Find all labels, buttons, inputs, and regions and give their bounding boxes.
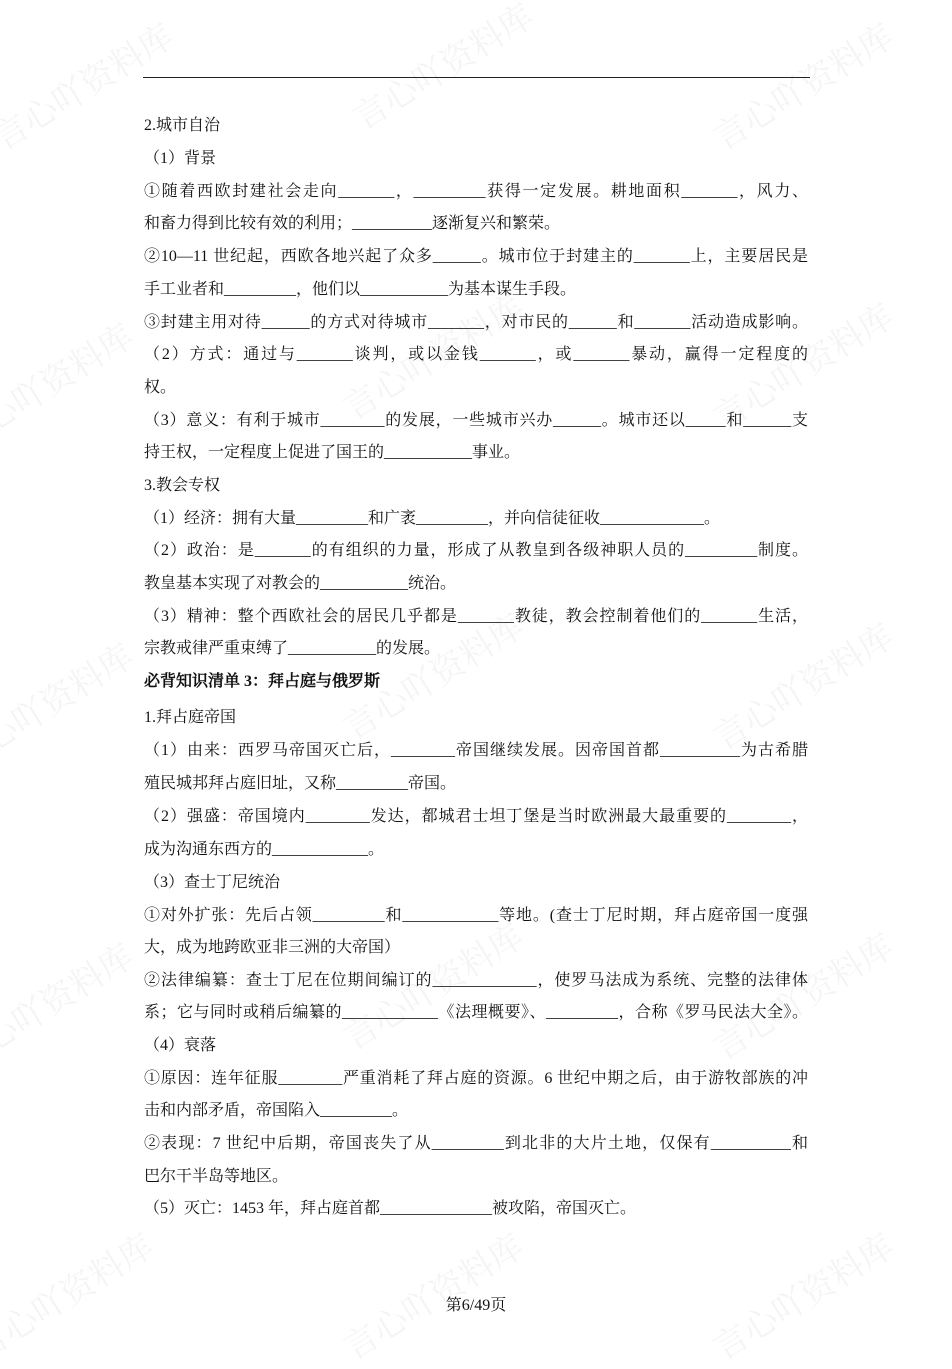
text-line: 宗教戒律严重束缚了___________的发展。 xyxy=(144,640,441,657)
text-line: ①对外扩张：先后占领_________和____________等地。(查士丁尼时期，拜占庭帝国一度强 xyxy=(144,907,808,924)
text-line: 击和内部矛盾，帝国陷入_________。 xyxy=(144,1102,409,1119)
text-line: 系；它与同时或稍后编纂的____________《法理概要》、_________，合称《罗马民法大全》。 xyxy=(144,1004,808,1021)
header-rule xyxy=(143,77,810,78)
text-line: 持王权，一定程度上促进了国王的___________事业。 xyxy=(144,444,521,461)
watermark-text xyxy=(0,310,141,460)
text-line: ①随着西欧封建社会走向_______，_________获得一定发展。耕地面积_______，风力、 xyxy=(144,183,808,200)
section-heading: 1.拜占庭帝国 xyxy=(144,709,237,726)
text-line: 大，成为地跨欧亚非三洲的大帝国） xyxy=(144,939,401,956)
text-line: （2）方式：通过与_______谈判，或以金钱_______，或_______暴动，赢得一定程度的 xyxy=(144,346,808,363)
text-line: 权。 xyxy=(144,379,177,396)
text-line: 殖民城邦拜占庭旧址，又称_________帝国。 xyxy=(144,775,457,792)
text-line: ③封建主用对待______的方式对待城市_______，对市民的______和_______活动造成影响。 xyxy=(144,314,808,331)
text-line: 手工业者和_________，他们以___________为基本谋生手段。 xyxy=(144,281,577,298)
text-line: （1）由来：西罗马帝国灭亡后，________帝国继续发展。因帝国首都__________为古希腊 xyxy=(144,742,808,759)
page-number: 第6/49页 xyxy=(445,1297,507,1314)
text-line: （2）政治：是_______的有组织的力量，形成了从教皇到各级神职人员的_________制度。 xyxy=(144,542,808,559)
section-heading: 3.教会专权 xyxy=(144,477,221,494)
text-line: （3）精神：整个西欧社会的居民几乎都是_______教徒，教会控制着他们的_______生活， xyxy=(144,608,808,625)
watermark-text xyxy=(0,630,141,780)
chapter-heading: 必背知识清单 3：拜占庭与俄罗斯 xyxy=(144,673,381,690)
text-line: 教皇基本实现了对教会的___________统治。 xyxy=(144,575,457,592)
subheading: （3）查士丁尼统治 xyxy=(144,874,281,891)
text-line: （3）意义：有利于城市________的发展，一些城市兴办______。城市还以_____和______支 xyxy=(144,412,808,429)
text-line: ①原因：连年征服________严重消耗了拜占庭的资源。6 世纪中期之后，由于游牧部族的冲 xyxy=(144,1070,808,1087)
subheading: （1）背景 xyxy=(144,150,217,167)
section-heading: 2.城市自治 xyxy=(144,117,221,134)
text-line: ②法律编纂：查士丁尼在位期间编订的_____________，使罗马法成为系统、完整的法律体 xyxy=(144,972,808,989)
text-line: （5）灭亡：1453 年，拜占庭首都______________被攻陷，帝国灭亡。 xyxy=(144,1200,637,1217)
text-line: 成为沟通东西方的____________。 xyxy=(144,841,385,858)
watermark-text xyxy=(0,930,141,1080)
text-line: 巴尔干半岛等地区。 xyxy=(144,1168,289,1185)
text-line: （2）强盛：帝国境内________发达，都城君士坦丁堡是当时欧洲最大最重要的________， xyxy=(144,808,808,825)
text-line: 和畜力得到比较有效的利用；__________逐渐复兴和繁荣。 xyxy=(144,215,561,232)
text-line: ②表现：7 世纪中后期，帝国丧失了从_________到北非的大片土地，仅保有__________和 xyxy=(144,1135,808,1152)
text-line: （1）经济：拥有大量_________和广袤_________，并向信徒征收_____________。 xyxy=(144,510,721,527)
text-line: ②10—11 世纪起，西欧各地兴起了众多______。城市位于封建主的_______上，主要居民是 xyxy=(144,248,808,265)
subheading: （4）衰落 xyxy=(144,1037,217,1054)
